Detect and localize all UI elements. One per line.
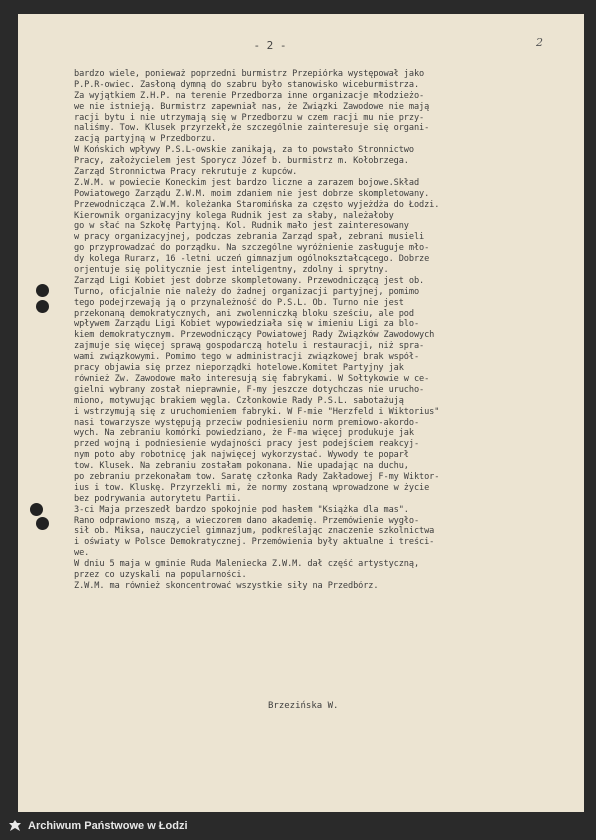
text-line: przekonaną demokratycznych, ani zwolenniczką bloku sześciu, ale pod [74, 308, 414, 319]
text-line: gielni wybrany został nieprawnie, F-my jeszcze dotychczas nie urucho- [74, 384, 425, 395]
text-line: tego podejrzewają ją o przynależność do P.S.L. Ob. Turno nie jest [74, 297, 404, 308]
text-line: we. [74, 548, 90, 559]
text-line: Pracy, założycielem jest Sporycz Józef b. burmistrz m. Kołobrzega. [74, 156, 409, 167]
punch-hole [36, 284, 49, 297]
text-line: Powiatowego Zarządu Z.W.M. moim zdaniem nie jest dobrze skompletowany. [74, 188, 430, 199]
text-line: zajmuje się więcej sprawą gospodarczą hotelu i restauracji, niż spra- [74, 341, 425, 352]
text-line: Przewodnicząca Z.W.M. koleżanka Staromińska za często wyjeżdża do Łodzi. [74, 199, 440, 210]
text-line: sił ob. Miksa, nauczyciel gimnazjum, podkreślając znaczenie szkolnictwa [74, 526, 435, 537]
text-line: 3-ci Maja przeszedł bardzo spokojnie pod hasłem "Książka dla mas". [74, 504, 409, 515]
text-line: Zarząd Ligi Kobiet jest dobrze skompletowany. Przewodniczącą jest ob. [74, 275, 425, 286]
text-line: Zarząd Stronnictwa Pracy rekrutuje z kupców. [74, 167, 298, 178]
text-line: Kierownik organizacyjny kolega Rudnik jest za słaby, należałoby [74, 210, 394, 221]
text-line: dy kolega Rurarz, 16 -letni uczeń gimnazjum ogólnokształcącego. Dobrze [74, 254, 430, 265]
text-line: Z.W.M. w powiecie Koneckim jest bardzo liczne a zarazem bojowe.Skład [74, 177, 420, 188]
text-line: nasi towarzysze występują przeciw podniesieniu norm premiowo-akordo- [74, 417, 420, 428]
text-line: również Zw. Zawodowe mało interesują się fabrykami. W Sołtykowie w ce- [74, 373, 430, 384]
eagle-emblem-icon [8, 819, 22, 833]
archive-footer [0, 812, 596, 840]
text-line: Za wyjątkiem Z.H.P. na terenie Przedborza inne organizacje młodzieżo- [74, 90, 425, 101]
signature: Brzezińska W. [268, 701, 339, 711]
text-line: przed wojną i podniesienie wydajności pracy jest podejściem reakcyj- [74, 439, 420, 450]
text-line: Rano odprawiono mszą, a wieczorem dano akademię. Przemówienie wygło- [74, 515, 420, 526]
text-line: wpływem Zarządu Ligi Kobiet wypowiedziała się w imieniu Ligi za blo- [74, 319, 420, 330]
text-line: go w słać na Szkołę Partyjną. Kol. Rudnik mało jest zainteresowany [74, 221, 409, 232]
text-line: ius i tow. Kluskę. Przyrzekli mi, że normy zostaną wprowadzone w życie [74, 482, 430, 493]
text-line: zacją partyjną w Przedborzu. [74, 134, 217, 145]
text-line: we nie istnieją. Burmistrz zapewniał nas, że Związki Zawodowe nie mają [74, 101, 430, 112]
page-number: - 2 - [253, 39, 287, 52]
archive-name: Archiwum Państwowe w Łodzi [28, 820, 188, 832]
text-line: naliśmy. Tow. Klusek przyrzekł,że szczególnie zainteresuje się organi- [74, 123, 430, 134]
corner-mark: 2 [536, 36, 543, 49]
text-line: pracy objawia się przez nieporządki hotelowe.Komitet Partyjny jak [74, 363, 404, 374]
text-line: i wstrzymują się z uruchomieniem fabryki. W F-mie "Herzfeld i Wiktorius" [74, 406, 440, 417]
punch-hole [36, 300, 49, 313]
text-line: racji bytu i nie utrzymają się w Przedborzu w czem racji mu nie przy- [74, 112, 425, 123]
text-line: W dniu 5 maja w gminie Ruda Maleniecka Z.W.M. dał część artystyczną, [74, 559, 420, 570]
text-line: Z.W.M. ma również skoncentrować wszystkie siły na Przedbórz. [74, 580, 379, 591]
text-line: przez co uzyskali na popularności. [74, 569, 247, 580]
text-line: i oświaty w Polsce Demokratycznej. Przemówienia były aktualne i treści- [74, 537, 435, 548]
text-line: P.P.R-owiec. Zasłoną dymną do szabru było stanowisko wiceburmistrza. [74, 79, 420, 90]
text-line: bez podrywania autorytetu Partii. [74, 493, 242, 504]
text-line: W Końskich wpływy P.S.L-owskie zanikają, za to powstało Stronnictwo [74, 145, 414, 156]
text-line: go przyprowadzać do porządku. Na szczególne wyróżnienie zasługuje mło- [74, 243, 430, 254]
text-line: tow. Klusek. Na zebraniu zostałam pokonana. Nie upadając na duchu, [74, 461, 409, 472]
text-line: miono, motywując brakiem węgla. Członkowie Rady P.S.L. sabotażują [74, 395, 404, 406]
text-line: bardzo wiele, ponieważ poprzedni burmistrz Przepiórka występował jako [74, 69, 425, 79]
text-line: orjentuje się politycznie jest inteligentny, zdolny i sprytny. [74, 265, 389, 276]
text-line: nym poto aby robotnicę jak najwięcej wykorzystać. Wywody te poparł [74, 450, 409, 461]
report-body [74, 69, 574, 592]
punch-hole [36, 517, 49, 530]
text-line: w pracy organizacyjnej, podczas zebrania Zarząd spał, zebrani musieli [74, 232, 425, 243]
text-line: wych. Na zebraniu komórki powiedziano, że F-ma więcej produkuje jak [74, 428, 414, 439]
text-line: kiem demokratycznym. Przewodniczący Powiatowej Rady Związków Zawodowych [74, 330, 435, 341]
text-line: wami związkowymi. Pomimo tego w administracji związkowej brak współ- [74, 352, 420, 363]
text-line: Turno, oficjalnie nie należy do żadnej organizacji partyjnej, pomimo [74, 286, 420, 297]
punch-hole [30, 503, 43, 516]
document-page [18, 14, 584, 812]
text-line: po zebraniu przekonałam tow. Saratę członka Rady Zakładowej F-my Wiktor- [74, 471, 440, 482]
